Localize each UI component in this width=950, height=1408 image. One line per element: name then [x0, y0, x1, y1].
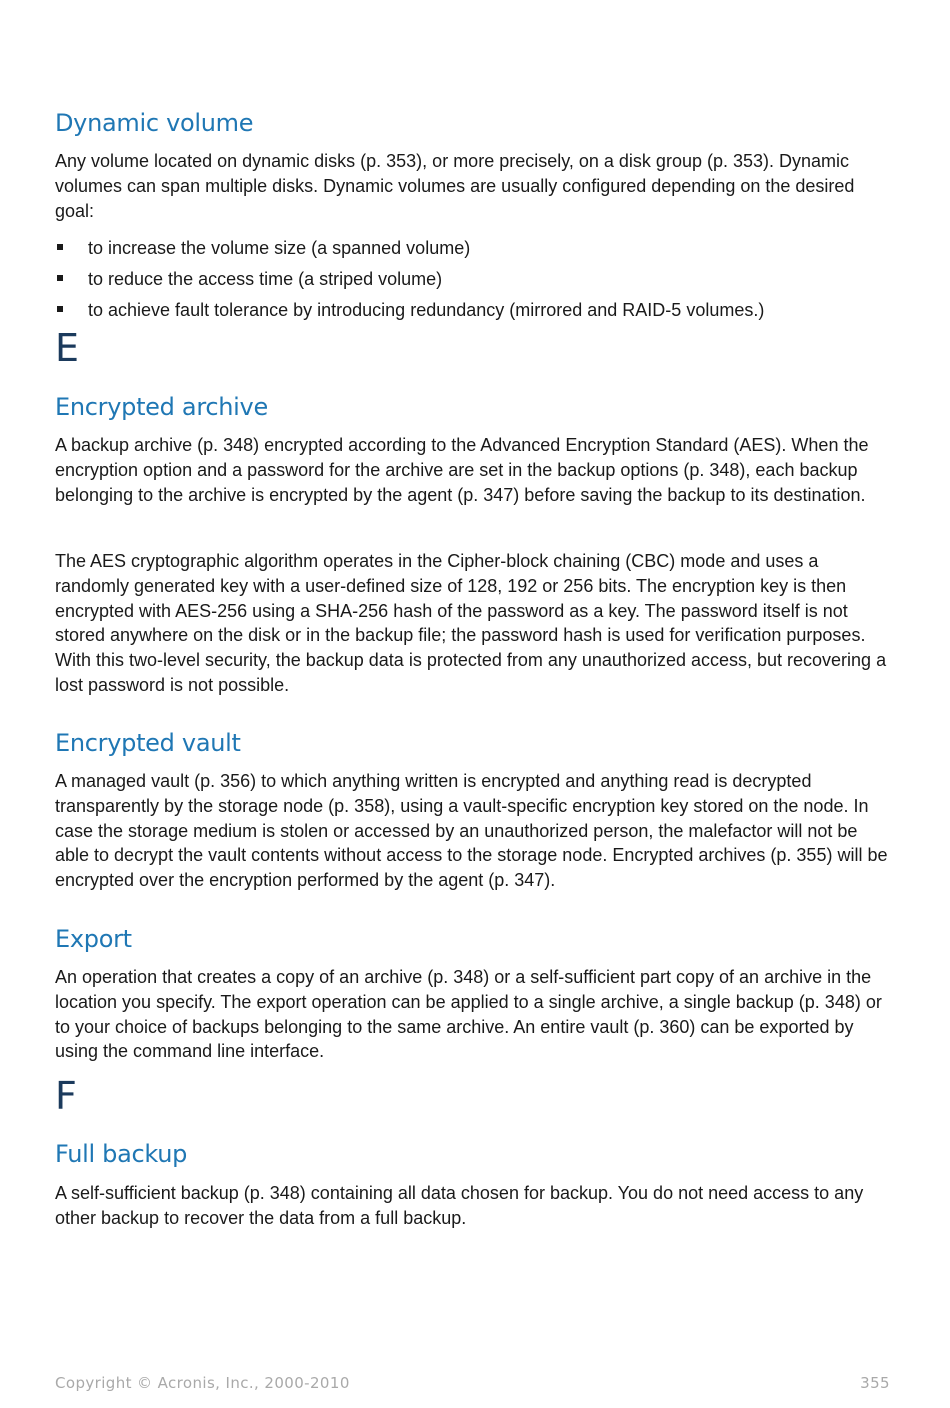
bullet-list-dynamic-volume: [55, 236, 890, 329]
list-item: to achieve fault tolerance by introducing redundancy (mirrored and RAID-5 volumes.): [55, 298, 890, 329]
index-letter-f: F: [55, 1074, 77, 1118]
page-number: 355: [860, 1374, 890, 1392]
heading-encrypted-archive: Encrypted archive: [55, 393, 268, 421]
heading-dynamic-volume: Dynamic volume: [55, 109, 254, 137]
heading-full-backup: Full backup: [55, 1140, 188, 1168]
heading-export: Export: [55, 925, 132, 953]
list-item: to increase the volume size (a spanned volume): [55, 236, 890, 267]
copyright-text: Copyright © Acronis, Inc., 2000-2010: [55, 1374, 350, 1392]
paragraph-encrypted-archive-1: A backup archive (p. 348) encrypted according to the Advanced Encryption Standard (AES). When the encryption option and a password for the archive are set in the backup options (p. 348), each backup belonging to the archive is encrypted by the agent (p. 347) before saving the backup to its destination.: [55, 435, 869, 505]
page-footer: [55, 1374, 890, 1392]
paragraph-dynamic-volume: Any volume located on dynamic disks (p. 353), or more precisely, on a disk group (p. 353). Dynamic volumes can span multiple disks. Dynamic volumes are usually configured depending on the desired goal:: [55, 151, 855, 221]
paragraph-encrypted-archive-2: The AES cryptographic algorithm operates in the Cipher-block chaining (CBC) mode and uses a randomly generated key with a user-defined size of 128, 192 or 256 bits. The encryption key is then encrypted with AES-256 using a SHA-256 hash of the password as a key. The password itself is not stored anywhere on the disk or in the backup file; the password hash is used for verification purposes. With this two-level security, the backup data is protected from any unauthorized access, but recovering a lost password is not possible.: [55, 551, 887, 695]
square-bullet-icon: [57, 306, 63, 312]
paragraph-export: An operation that creates a copy of an archive (p. 348) or a self-sufficient part copy of an archive in the location you specify. The export operation can be applied to a single archive, a single backup (p. 348) or to your choice of backups belonging to the same archive. An entire vault (p. 360) can be exported by using the command line interface.: [55, 967, 882, 1062]
square-bullet-icon: [57, 275, 63, 281]
paragraph-encrypted-vault: A managed vault (p. 356) to which anything written is encrypted and anything read is decrypted transparently by the storage node (p. 358), using a vault-specific encryption key stored on the node. In case the storage medium is stolen or accessed by an unauthorized person, the malefactor will not be able to decrypt the vault contents without access to the storage node. Encrypted archives (p. 355) will be encrypted over the encryption performed by the agent (p. 347).: [55, 771, 888, 891]
list-item: to reduce the access time (a striped volume): [55, 267, 890, 298]
heading-encrypted-vault: Encrypted vault: [55, 729, 241, 757]
index-letter-e: E: [55, 326, 80, 370]
square-bullet-icon: [57, 244, 63, 250]
paragraph-full-backup: A self-sufficient backup (p. 348) containing all data chosen for backup. You do not need access to any other backup to recover the data from a full backup.: [55, 1183, 864, 1228]
